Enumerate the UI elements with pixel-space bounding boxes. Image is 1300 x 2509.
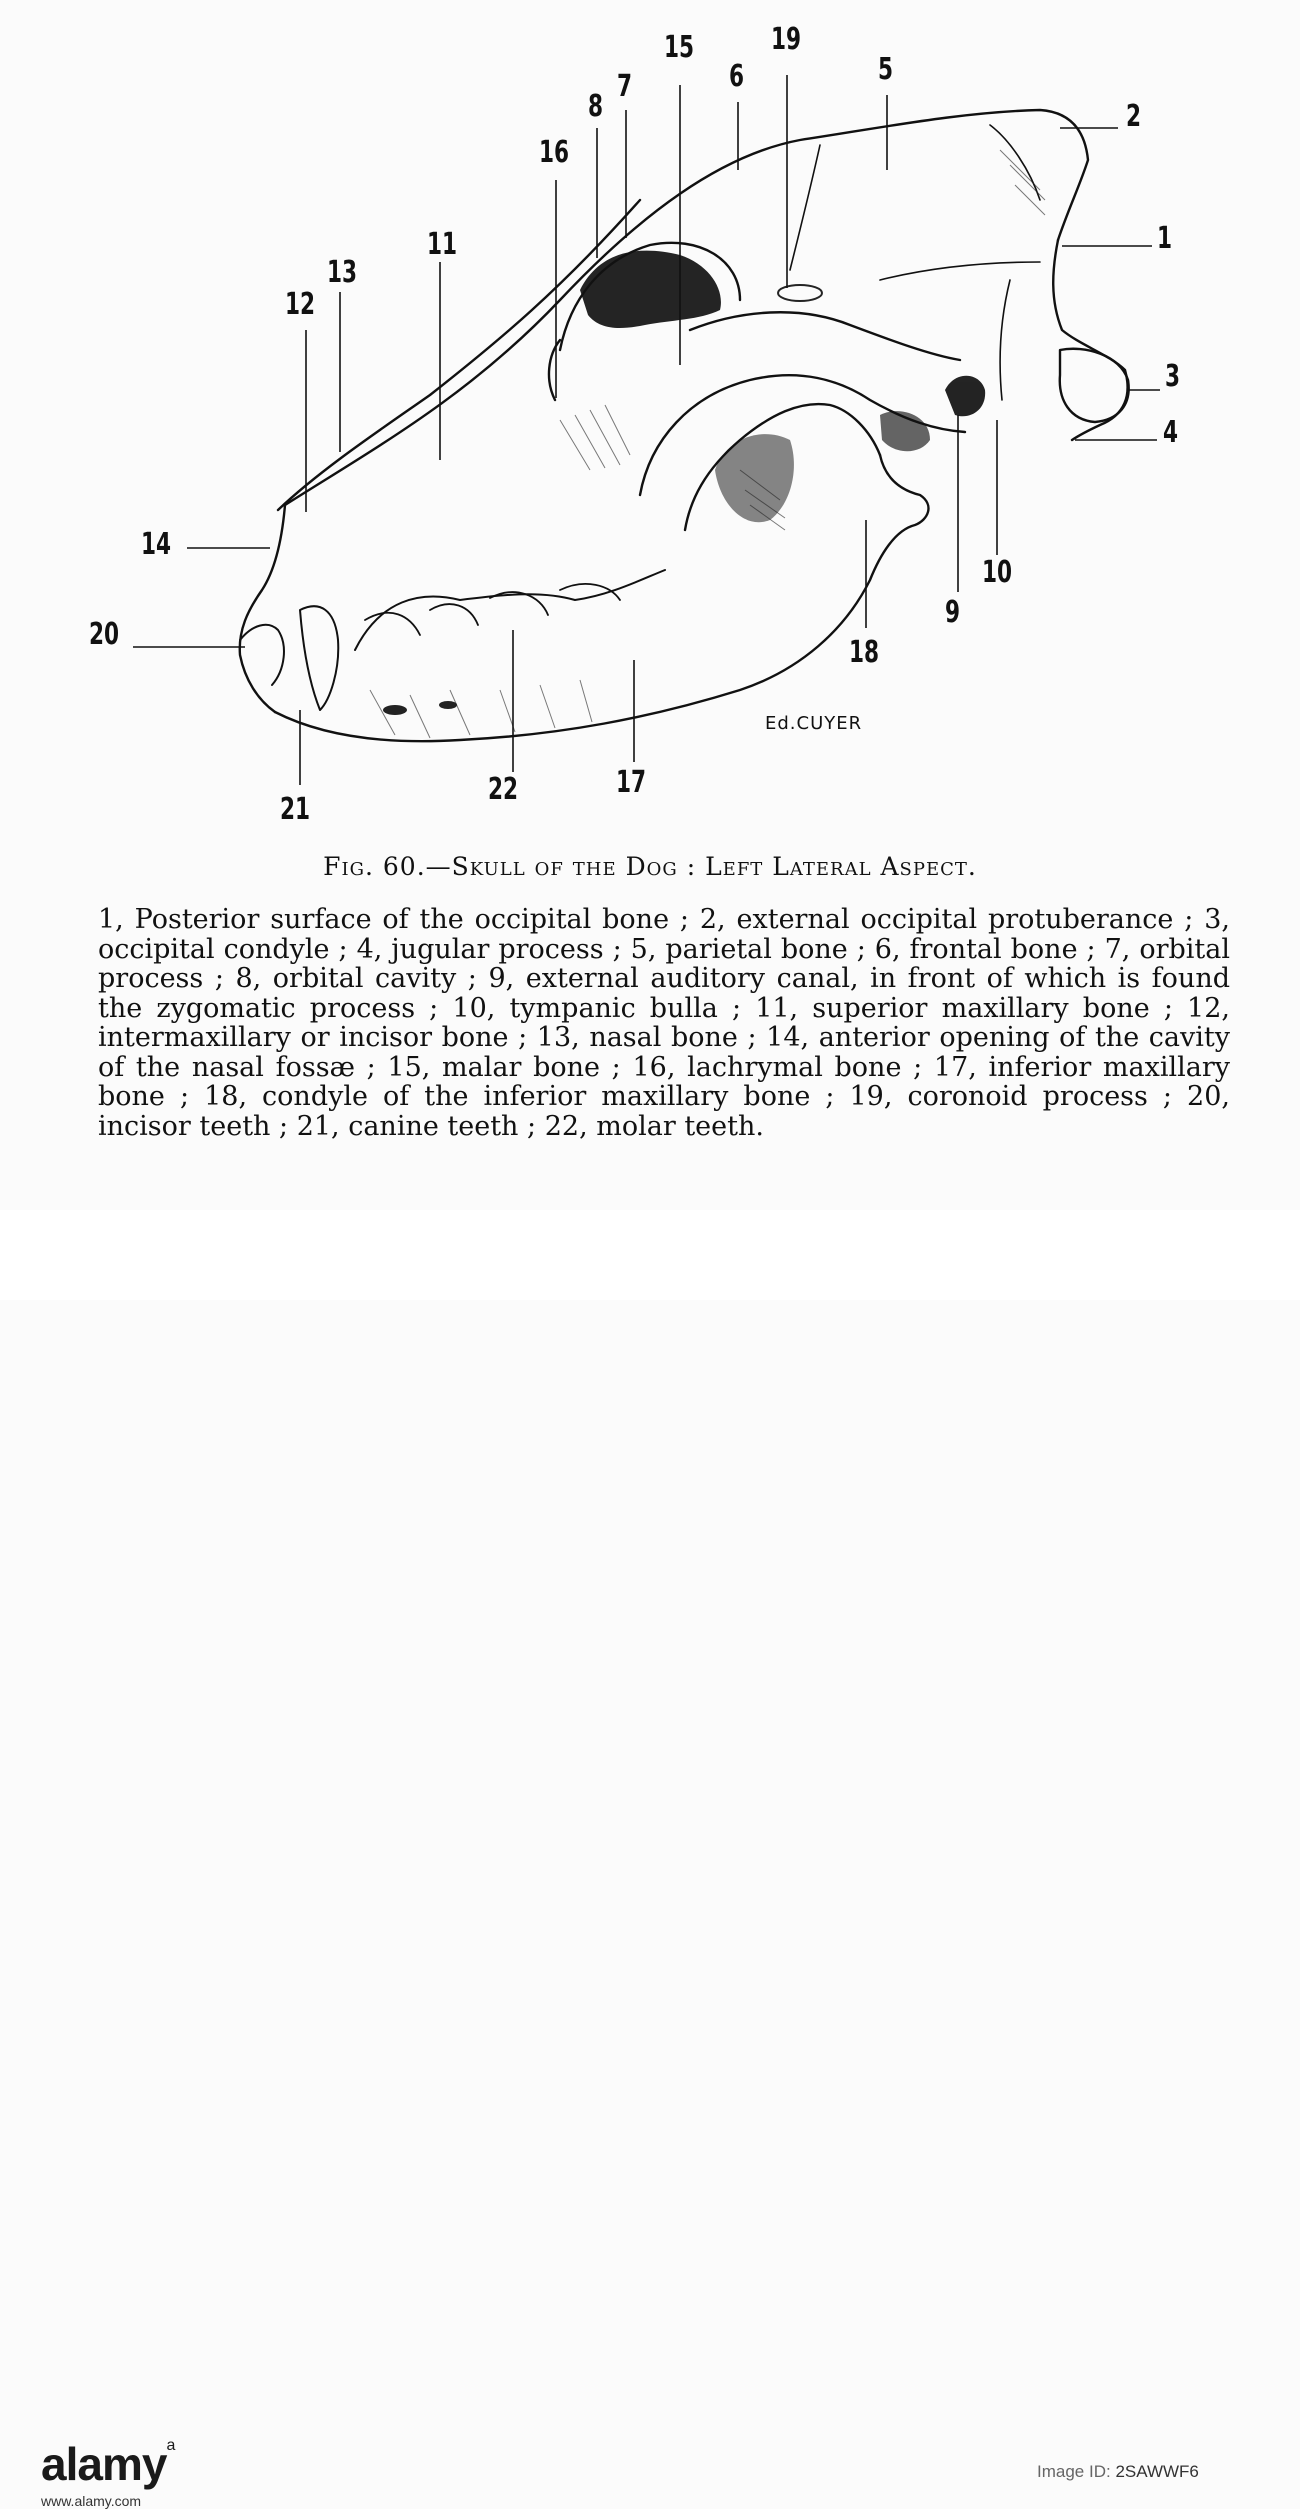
label-9: 9 [945,595,961,630]
label-13: 13 [327,255,358,290]
label-1: 1 [1157,221,1173,256]
ramus-shadow [880,411,930,451]
label-8: 8 [588,89,604,124]
label-18: 18 [849,635,880,670]
label-15: 15 [664,30,695,65]
condyle [1060,349,1129,422]
label-21: 21 [280,792,311,827]
label-4: 4 [1163,415,1179,450]
occipital-back [1053,240,1127,440]
mandible-outline [275,455,928,741]
label-7: 7 [617,69,633,104]
label-12: 12 [285,287,316,322]
skull-illustration [0,0,1300,840]
label-20: 20 [89,617,120,652]
label-5: 5 [878,52,894,87]
lachrymal [549,340,560,400]
stock-footer [0,1210,1300,2509]
snout-outline [240,505,285,712]
orbit-shadow [580,251,721,328]
label-11: 11 [427,227,458,262]
figure-caption: Fig. 60.—Skull of the Dog : Left Lateral Aspect. [323,852,977,881]
figure-legend: 1, Posterior surface of the occipital bone ; 2, external occipital protuberance ; 3, occipital condyle ; 4, jugular process ; 5, parietal bone ; 6, frontal bone ; 7, orbital process ; 8, orbital cavity ; 9, external auditory canal, in front of which is found the zygomatic process ; 10, tympanic bulla ; 11, superior maxillary bone ; 12, intermaxillary or incisor bone ; 13, nasal bone ; 14, anterior opening of the cavity of the nasal fossæ ; 15, malar bone ; 16, lachrymal bone ; 17, inferior maxillary bone ; 18, condyle of the inferior maxillary bone ; 19, coronoid process ; 20, incisor teeth ; 21, canine teeth ; 22, molar teeth. [98,904,1230,1142]
label-14: 14 [141,527,172,562]
artist-signature: Ed.CUYER [765,713,863,734]
alamy-logo: alamy$^a$ [41,2437,175,2490]
temporal-shadow [715,434,794,522]
label-2: 2 [1126,99,1142,134]
site-url: www.alamy.com [41,2493,142,2509]
label-19: 19 [771,22,802,57]
label-6: 6 [729,59,745,94]
image-id: Image ID: 2SAWWF6 [1037,2462,1199,2481]
label-3: 3 [1165,359,1181,394]
label-10: 10 [982,555,1013,590]
label-16: 16 [539,135,570,170]
auditory-canal [945,376,985,417]
label-22: 22 [488,772,519,807]
label-17: 17 [616,765,647,800]
zygomatic-upper [690,312,960,360]
plate [0,0,1300,1210]
